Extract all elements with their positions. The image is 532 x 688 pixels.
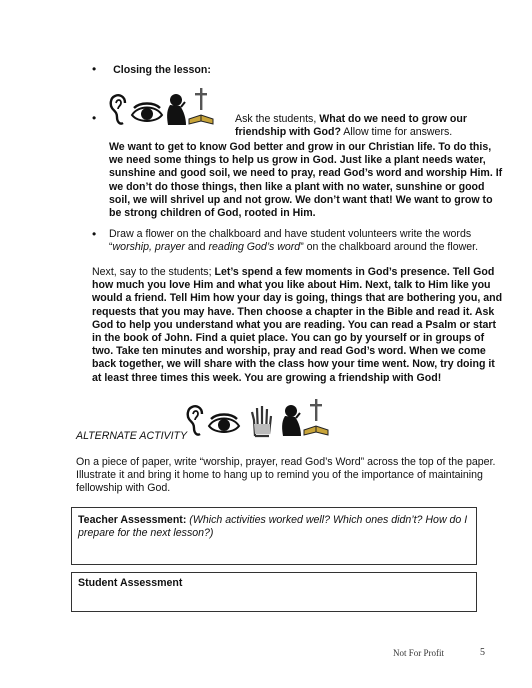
ask-lead: Ask the students, (235, 113, 320, 125)
page-number: 5 (480, 647, 485, 658)
alternate-paragraph (76, 456, 508, 496)
alternate-title: ALTERNATE ACTIVITY (76, 430, 188, 442)
open-bible-cross-icon (303, 398, 329, 438)
alternate-text: On a piece of paper, write “worship, prayer, read God’s Word” across the top of the paper. Illustrate it and bring it home to hang up to remind you of the importance of maintaining fellowship with God. (76, 456, 496, 495)
student-assessment-box[interactable] (71, 572, 477, 612)
next-paragraph (92, 266, 506, 385)
icon-row (108, 87, 214, 127)
ear-icon (185, 404, 207, 438)
teacher-assessment-prompt: (Which activities worked well? Which ones didn’t? How do I prepare for the next lesson?) (78, 514, 468, 540)
raised-hand-icon (249, 404, 275, 438)
answer-paragraph (109, 141, 505, 220)
ear-icon (108, 93, 130, 127)
answer-text: We want to get to know God better and grow in our Christian life. To do this, we need some things to help us grow in God. Just like a plant needs water, sunshine and good soil, we need to pray, read God’s word and worship Him. If we don’t do those things, then like a plant with no water, sunshine or good soil, we will shrivel up and not grow. We don’t want that! We want to grow to be strong children of God, rooted in Him. (109, 141, 503, 220)
praying-figure-icon (279, 404, 303, 438)
closing-heading: Closing the lesson: (113, 64, 211, 76)
draw-text: Draw a flower on the chalkboard and have student volunteers write the words “worship, prayer and reading God’s word” on the chalkboard around the flower. (109, 228, 479, 254)
student-assessment-label: Student Assessment (78, 577, 183, 589)
teacher-assessment-box[interactable] (71, 507, 477, 565)
open-bible-cross-icon (188, 87, 214, 127)
closing-item (92, 63, 211, 77)
ask-question: What do we need to grow our friendship with God? (235, 113, 467, 139)
praying-figure-icon (164, 93, 188, 127)
eye-icon (207, 412, 241, 438)
ask-tail: Allow time for answers. (340, 126, 453, 139)
ask-line1 (235, 113, 505, 139)
icon-row (185, 398, 329, 438)
next-lead: Next, say to the students; (92, 266, 215, 278)
draw-item (92, 228, 512, 254)
bullet: • (92, 227, 97, 241)
page-footer (393, 647, 493, 660)
alternate-heading-row (76, 396, 516, 442)
bullet: • (92, 62, 97, 76)
bullet: • (92, 111, 97, 125)
eye-icon (130, 101, 164, 127)
footer-text: Not For Profit (393, 648, 445, 658)
next-bold: Let’s spend a few moments in God’s presence. Tell God how much you love Him and what you like about Him. Next, talk to Him like you would a friend. Tell Him how your day is going, things that are bothering you, and requests that you may have. Then choose a chapter in the Bible and read it. Ask God to help you understand what you are reading. You can read a Psalm or start in the book of John. Find a quiet place. You can go by yourself or in groups of two. Take ten minutes and worship, pray and read God’s word. When we come back together, we will share with the class how your time went. Now, try doing it at least three times this week. You are growing a friendship with God! (92, 266, 503, 384)
teacher-assessment-label: Teacher Assessment: (78, 514, 187, 526)
